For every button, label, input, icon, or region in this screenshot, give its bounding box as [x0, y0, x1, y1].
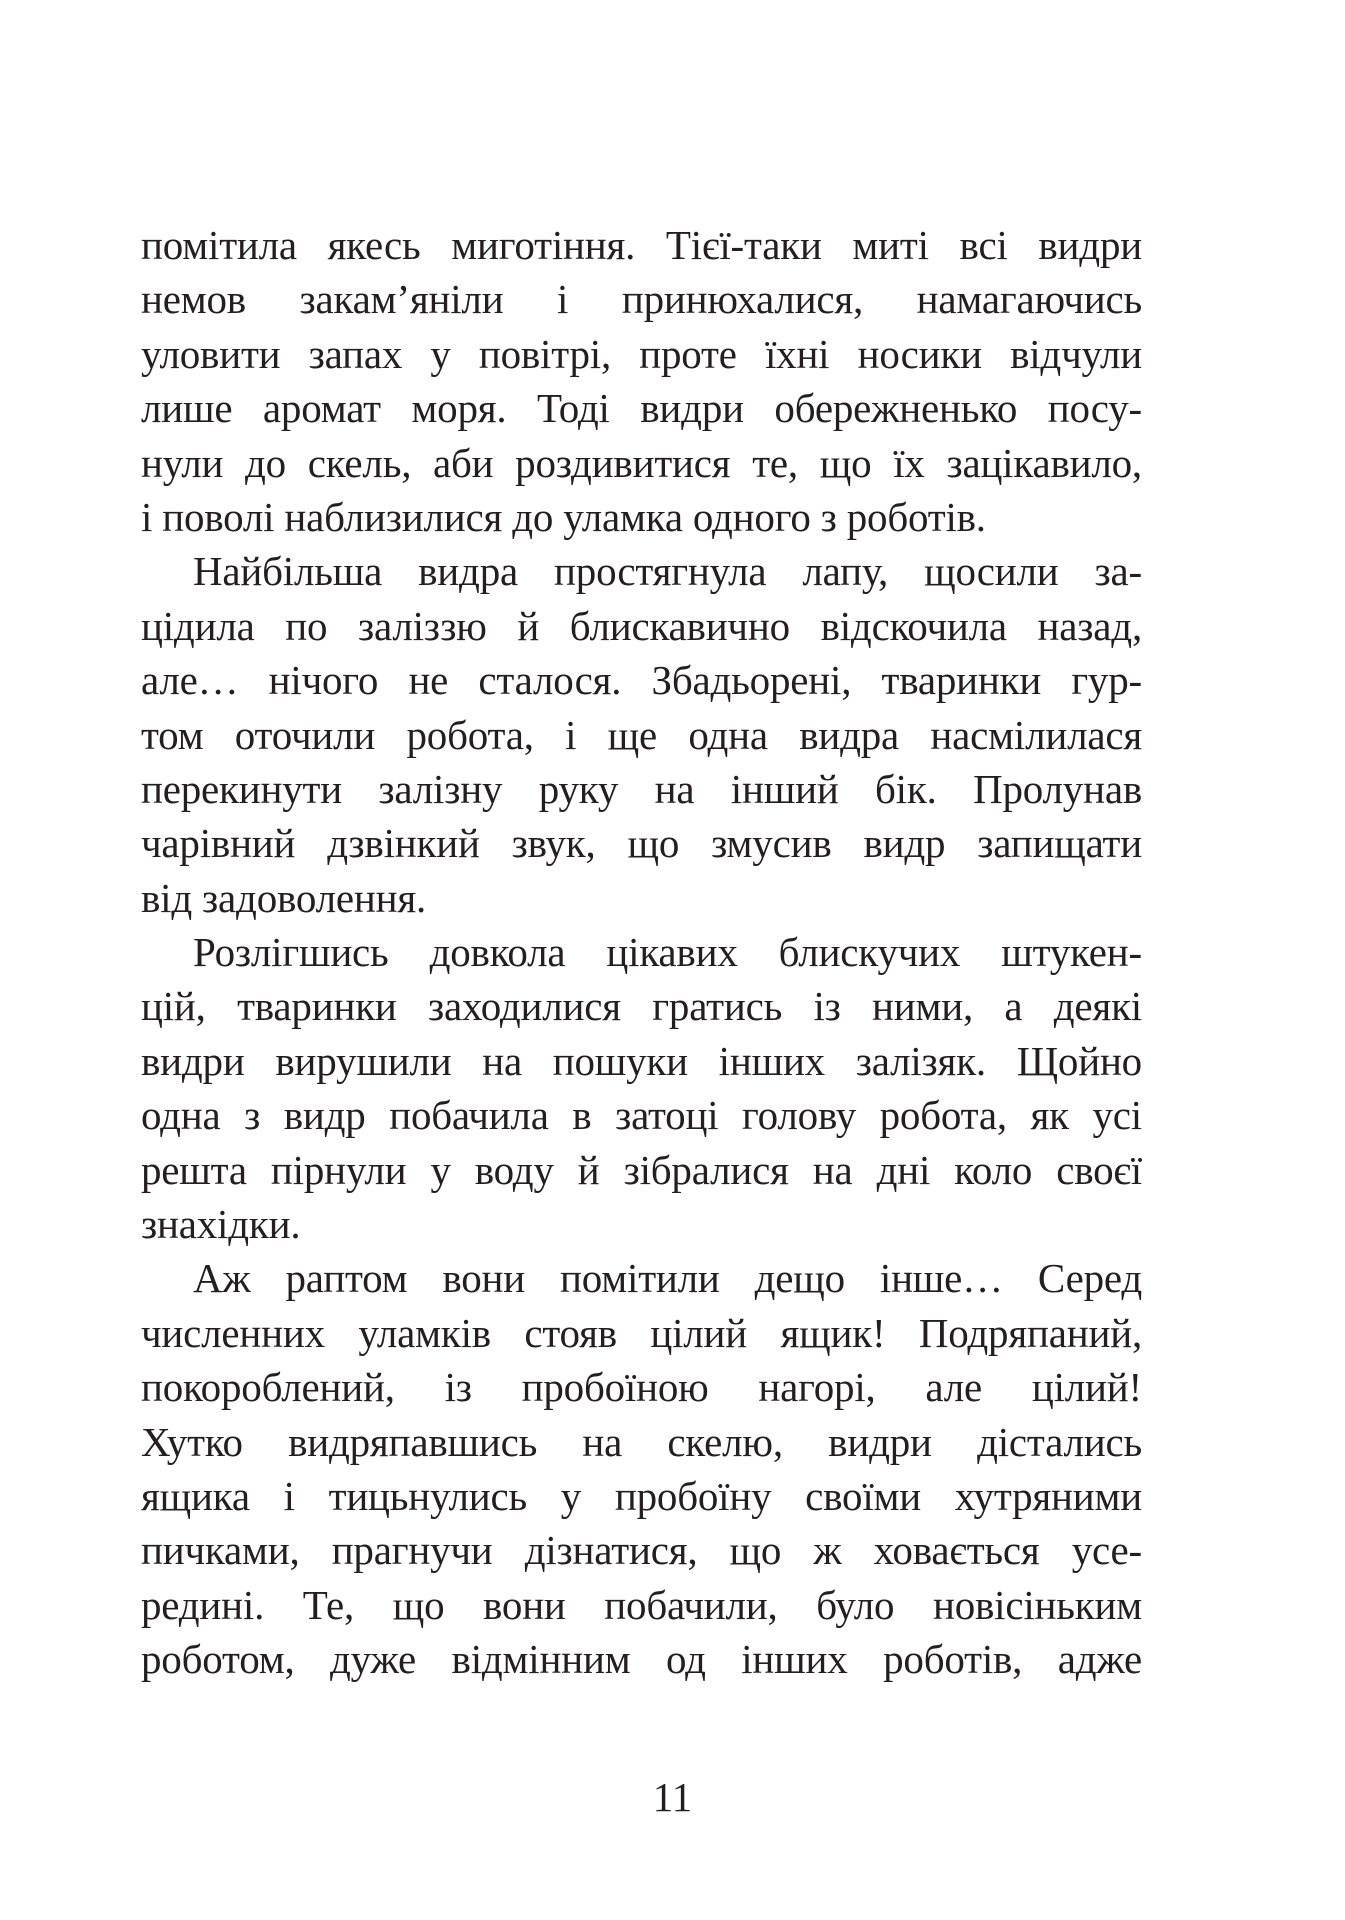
paragraph	[141, 1251, 1142, 1686]
text-line: і поволі наблизилися до уламка одного з роботів.	[141, 493, 986, 540]
text-line: уловити запах у повітрі, проте їхні носики відчули	[141, 330, 1142, 377]
text-line: лише аромат моря. Тоді видри обережненько посу-	[141, 385, 1142, 432]
text-line: нули до скель, аби роздивитися те, що їх зацікавило,	[141, 439, 1142, 486]
text-line: численних уламків стояв цілий ящик! Подряпаний,	[141, 1309, 1142, 1356]
paragraph	[141, 925, 1142, 1251]
text-line: але… нічого не сталося. Збадьорені, тваринки гур-	[141, 657, 1142, 704]
text-line: знахідки.	[141, 1201, 301, 1248]
text-line: Аж раптом вони помітили дещо інше… Серед	[193, 1255, 1142, 1302]
text-line: ящика і тицьнулись у пробоїну своїми хутряними	[141, 1472, 1142, 1519]
text-line: роботом, дуже відмінним од інших роботів, адже	[141, 1636, 1142, 1683]
text-line: цідила по заліззю й блискавично відскочила назад,	[141, 602, 1142, 649]
page-number: 11	[652, 1774, 693, 1820]
text-line: решта пірнули у воду й зібралися на дні коло своєї	[141, 1146, 1142, 1193]
paragraph	[141, 218, 1142, 544]
text-line: Хутко видряпавшись на скелю, видри дістались	[141, 1418, 1142, 1465]
text-line: покороблений, із пробоїною нагорі, але цілий!	[141, 1364, 1142, 1411]
text-line: редині. Те, що вони побачили, було новісіньким	[141, 1581, 1142, 1628]
page-body-text	[141, 218, 1142, 1687]
text-line: пичками, прагнучи дізнатися, що ж ховається усе-	[141, 1527, 1142, 1574]
text-line: перекинути залізну руку на інший бік. Пролунав	[141, 765, 1142, 812]
text-line: Найбільша видра простягнула лапу, щосили за-	[193, 548, 1142, 595]
text-line: видри вирушили на пошуки інших залізяк. Щойно	[141, 1037, 1142, 1084]
text-line: цій, тваринки заходилися гратись із ними, а деякі	[141, 983, 1142, 1030]
text-line: помітила якесь миготіння. Тієї-таки миті всі видри	[141, 222, 1142, 268]
text-line: одна з видр побачила в затоці голову робота, як усі	[141, 1092, 1142, 1139]
text-line: чарівний дзвінкий звук, що змусив видр запищати	[141, 820, 1142, 867]
text-line: Розлігшись довкола цікавих блискучих штукен-	[193, 929, 1142, 976]
paragraph	[141, 544, 1142, 925]
text-line: том оточили робота, і ще одна видра насмілилася	[141, 711, 1142, 758]
text-line: немов закам’яніли і принюхалися, намагаючись	[141, 276, 1142, 323]
text-line: від задоволення.	[141, 874, 427, 921]
